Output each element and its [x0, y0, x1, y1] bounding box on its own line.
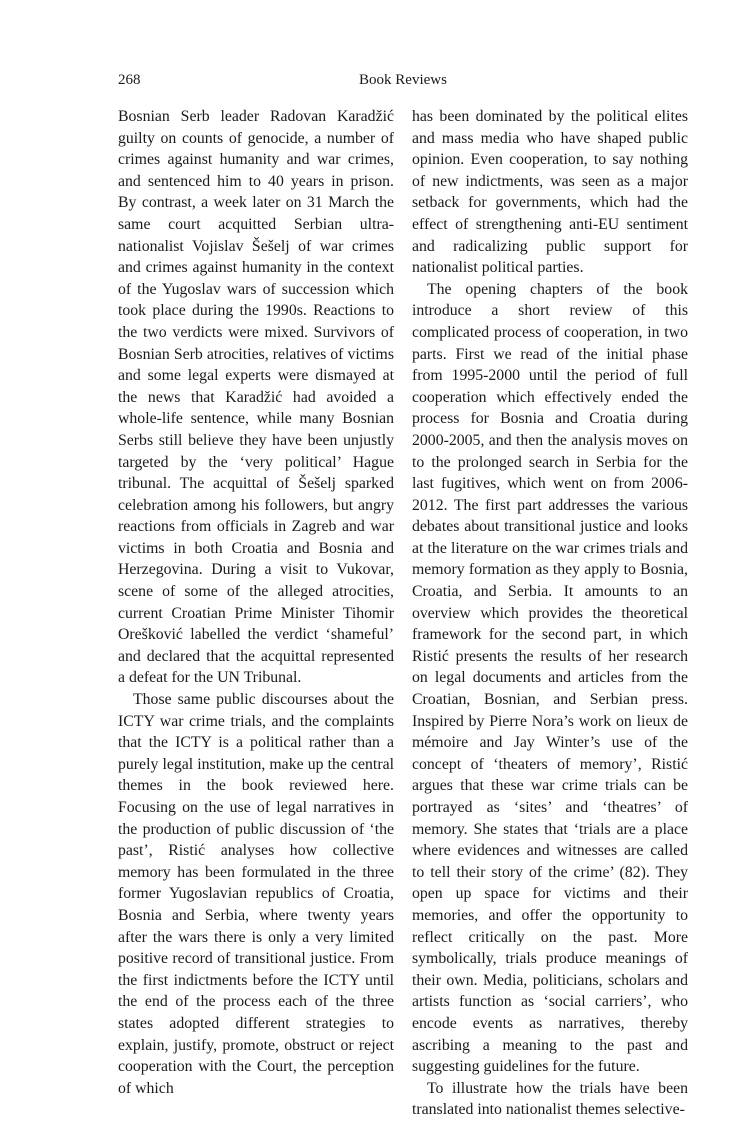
left-paragraph-2: Those same public discourses about the ICTY war crime trials, and the complaints that the ICTY is a political rather than a purely legal institution, make up the central themes in the book reviewed here. Focusing on the use of legal narratives in the production of public discussion of ‘the past’, Ristić analyses how collective memory has been formulated in the three former Yugoslavian republics of Croatia, Bosnia and Serbia, where twenty years after the wars there is only a very limited positive record of transitional justice. From the first indictments before the ICTY until the end of the process each of the three states adopted different strategies to explain, justify, promote, obstruct or reject cooperation with the Court, the perception of which	[118, 691, 394, 1097]
right-paragraph-3: To illustrate how the trials have been translated into nationalist themes selective-	[412, 1079, 688, 1119]
right-paragraph-1: has been dominated by the political elites and mass media who have shaped public opinion. Even cooperation, to say nothing of new indictments, was seen as a major setback for governments, which had the effect of strengthening anti-EU sentiment and radicalizing public support for nationalist political parties.	[412, 108, 688, 277]
page-header	[118, 72, 688, 94]
right-paragraph-2: The opening chapters of the book introduce a short review of this complicated process of cooperation, in two parts. First we read of the initial phase from 1995-2000 until the period of full cooperation which effectively ended the process for Bosnia and Croatia during 2000-2005, and then the analysis moves on to the prolonged search in Serbia for the last fugitives, which went on from 2006-2012. The first part addresses the various debates about transitional justice and looks at the literature on the war crimes trials and memory formation as they apply to Bosnia, Croatia, and Serbia. It amounts to an overview which provides the theoretical framework for the second part, in which Ristić presents the results of her research on legal documents and articles from the Croatian, Bosnian, and Serbian press. Inspired by Pierre Nora’s work on lieux de mémoire and Jay Winter’s use of the concept of ‘theaters of memory’, Ristić argues that these war crime trials can be portrayed as ‘sites’ and ‘theatres’ of memory. She states that ‘trials are a place where evidences and witnesses are called to tell their story of the crime’ (82). They open up space for victims and their memories, and offer the opportunity to reflect critically on the past. More symbolically, trials produce meanings of their own. Media, politicians, scholars and artists function as ‘social carriers’, who encode events as narratives, thereby ascribing a meaning to the past and suggesting guidelines for the future.	[412, 280, 688, 1076]
left-column	[118, 106, 394, 1099]
right-column	[412, 106, 688, 1121]
running-title: Book Reviews	[359, 72, 447, 88]
page-number: 268	[118, 72, 141, 88]
left-paragraph-1: Bosnian Serb leader Radovan Karadžić guilty on counts of genocide, a number of crimes against humanity and war crimes, and sentenced him to 40 years in prison. By contrast, a week later on 31 March the same court acquitted Serbian ultra-nationalist Vojislav Šešelj of war crimes and crimes against humanity in the context of the Yugoslav wars of succession which took place during the 1990s. Reactions to the two verdicts were mixed. Survivors of Bosnian Serb atrocities, relatives of victims and some legal experts were dismayed at the news that Karadžić had avoided a whole-life sentence, while many Bosnian Serbs still believe they have been unjustly targeted by the ‘very political’ Hague tribunal. The acquittal of Šešelj sparked celebration among his followers, but angry reactions from officials in Zagreb and war victims in both Croatia and Bosnia and Herzegovina. During a visit to Vukovar, scene of some of the alleged atrocities, current Croatian Prime Minister Tihomir Orešković labelled the verdict ‘shameful’ and declared that the acquittal represented a defeat for the UN Tribunal.	[118, 108, 394, 687]
